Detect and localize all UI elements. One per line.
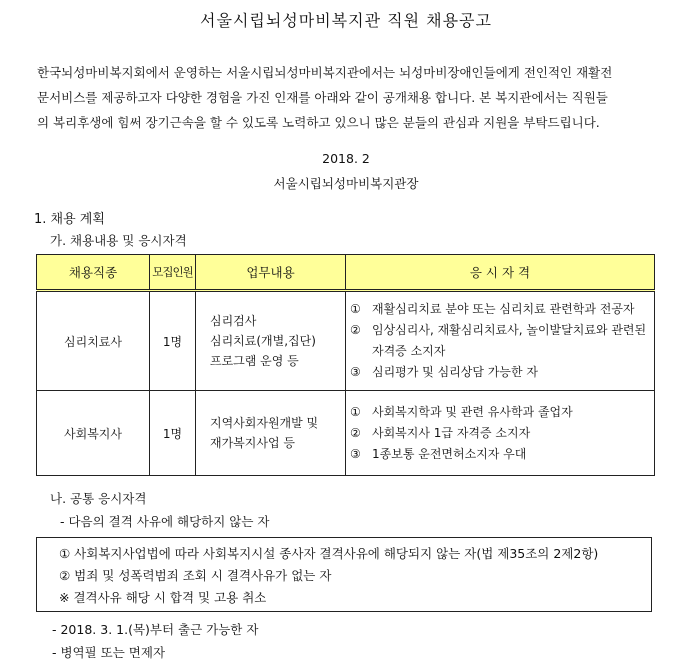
duty-line: 재가복지사업 등 (210, 436, 295, 450)
table-row (37, 291, 655, 391)
qualification-item (350, 423, 650, 444)
requirement-start-date: - 2018. 3. 1.(목)부터 출근 가능한 자 (52, 622, 259, 637)
duty-line: 심리치료(개별,집단) (210, 334, 316, 348)
qualification-text: 사회복지학과 및 관련 유사학과 졸업자 (372, 404, 573, 419)
requirement-military-service: - 병역필 또는 면제자 (52, 645, 166, 660)
qualification-text: 심리평가 및 심리상담 가능한 자 (372, 365, 538, 379)
qualification-text: 임상심리사, 재활심리치료사, 놀이발달치료와 관련된 자격증 소지자 (372, 323, 647, 358)
header-count: 모집인원 (150, 255, 196, 291)
header-position: 채용직종 (37, 255, 150, 291)
qualification-number: ② (350, 425, 361, 440)
intro-paragraph (37, 60, 653, 135)
header-qualifications: 응 시 자 격 (346, 255, 655, 291)
position-cell: 심리치료사 (37, 291, 150, 391)
qualification-item (350, 362, 650, 383)
header-duty: 업무내용 (196, 255, 346, 291)
qualification-item (350, 299, 650, 320)
subsection-heading-content-qualifications: 가. 채용내용 및 응시자격 (50, 233, 187, 248)
disqualification-line: ② 범죄 및 성폭력범죄 조회 시 결격사유가 없는 자 (59, 568, 332, 583)
intro-line: 문서비스를 제공하고자 다양한 경험을 가진 인재를 아래와 같이 공개채용 합니다. 본 복지관에서는 직원들 (37, 90, 608, 105)
announcement-date: 2018. 2 (322, 151, 370, 166)
qualification-item (350, 444, 650, 465)
duty-line: 지역사회자원개발 및 (210, 416, 319, 430)
qualification-number: ③ (350, 365, 361, 379)
duty-cell (196, 291, 346, 391)
organization-signature: 서울시립뇌성마비복지관장 (273, 176, 419, 191)
qualification-item (350, 320, 650, 362)
qualification-text: 1종보통 운전면허소지자 우대 (372, 446, 527, 461)
section-heading-recruitment-plan: 1. 채용 계획 (34, 212, 105, 227)
qualification-number: ① (350, 302, 361, 316)
qualification-number: ② (350, 323, 361, 337)
disqualification-line: ① 사회복지사업법에 따라 사회복지시설 종사자 결격사유에 해당되지 않는 자(법 제35조의 2제2항) (59, 546, 599, 561)
duty-cell (196, 391, 346, 476)
qualifications-cell (346, 391, 655, 476)
duty-line: 프로그램 운영 등 (210, 354, 299, 368)
disqualification-box (36, 537, 652, 612)
duty-line: 심리검사 (210, 314, 257, 328)
position-cell: 사회복지사 (37, 391, 150, 476)
qualification-item (350, 402, 650, 423)
qualification-text: 사회복지사 1급 자격증 소지자 (372, 425, 531, 440)
qualifications-cell (346, 291, 655, 391)
intro-line: 의 복리후생에 힘써 장기근속을 할 수 있도록 노력하고 있으니 많은 분들의 관심과 지원을 부탁드립니다. (37, 115, 600, 130)
recruitment-table (36, 254, 655, 476)
qualification-number: ③ (350, 446, 361, 461)
table-header-row (37, 255, 655, 291)
qualification-number: ① (350, 404, 361, 419)
count-cell: 1명 (150, 391, 196, 476)
subsection-heading-common-qualifications: 나. 공통 응시자격 (50, 491, 147, 506)
intro-line: 한국뇌성마비복지회에서 운영하는 서울시립뇌성마비복지관에서는 뇌성마비장애인들에게 전인적인 재활전 (37, 65, 613, 80)
table-row (37, 391, 655, 476)
page-title: 서울시립뇌성마비복지관 직원 채용공고 (200, 11, 492, 30)
disqualification-line: ※ 결격사유 해당 시 합격 및 고용 취소 (59, 590, 267, 605)
count-cell: 1명 (150, 291, 196, 391)
common-qualifications-note: - 다음의 결격 사유에 해당하지 않는 자 (60, 514, 270, 529)
qualification-text: 재활심리치료 분야 또는 심리치료 관련학과 전공자 (372, 302, 635, 316)
